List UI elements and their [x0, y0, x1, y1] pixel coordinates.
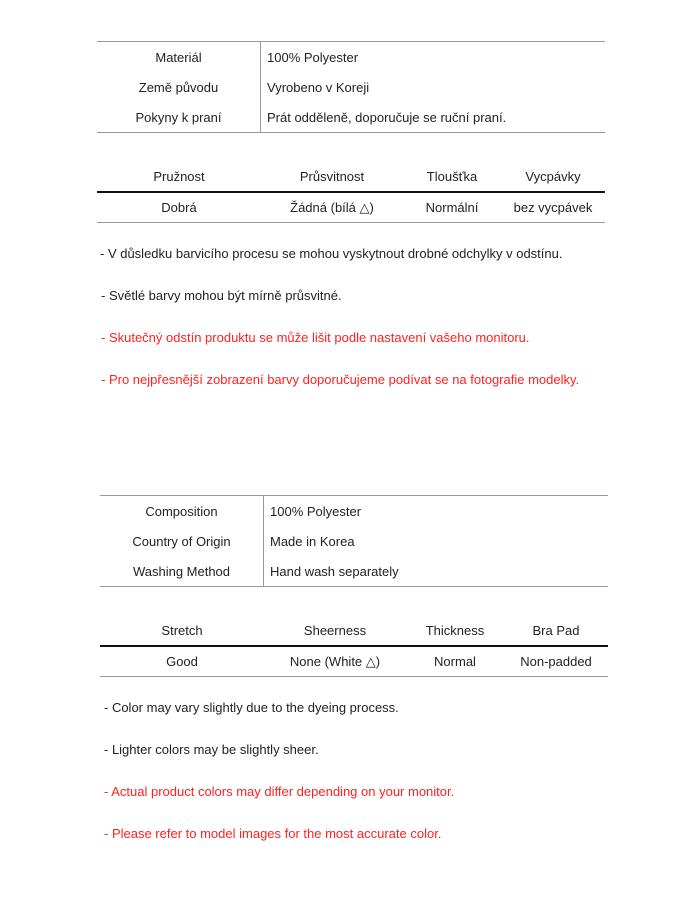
spec-value: Vyrobeno v Koreji [267, 79, 370, 95]
spec-label: Country of Origin [132, 533, 231, 549]
spec-row [100, 496, 608, 526]
spec-label: Pokyny k praní [135, 109, 222, 125]
spec-value: Prát odděleně, doporučuje se ruční praní. [267, 109, 507, 125]
spec-table-cz [97, 41, 605, 133]
attribute-value: None (White △) [289, 653, 381, 669]
spec-value: 100% Polyester [270, 503, 362, 519]
attribute-value: Normal [434, 654, 476, 669]
spec-label: Materiál [155, 49, 202, 65]
column-divider [260, 42, 261, 132]
attribute-header: Bra Pad [532, 623, 580, 638]
spec-row [100, 526, 608, 556]
attributes-table-en [100, 616, 608, 677]
note-line-highlight: - Skutečný odstín produktu se může lišit podle nastavení vašeho monitoru. [101, 330, 530, 345]
column-divider [263, 496, 264, 586]
note-line-highlight: - Actual product colors may differ depending on your monitor. [104, 784, 455, 799]
attribute-header: Průsvitnost [299, 169, 365, 184]
attribute-header: Pružnost [153, 169, 205, 184]
attribute-header: Thickness [425, 623, 485, 638]
attribute-header: Tloušťka [426, 169, 478, 184]
note-line: - V důsledku barvicího procesu se mohou vyskytnout drobné odchylky v odstínu. [100, 246, 563, 261]
attribute-value: Žádná (bílá △) [290, 199, 374, 215]
spec-row [97, 102, 605, 132]
attributes-table-cz [97, 162, 605, 223]
note-line: - Color may vary slightly due to the dyeing process. [104, 700, 399, 715]
spec-row [97, 72, 605, 102]
attribute-value: bez vycpávek [513, 200, 593, 215]
attribute-value: Dobrá [161, 200, 197, 215]
note-line-highlight: - Pro nejpřesnější zobrazení barvy doporučujeme podívat se na fotografie modelky. [101, 372, 580, 387]
spec-table-en [100, 495, 608, 587]
note-line-highlight: - Please refer to model images for the most accurate color. [104, 826, 442, 841]
attributes-header-row [100, 616, 608, 647]
spec-row [97, 42, 605, 72]
attributes-value-row [100, 647, 608, 677]
attributes-value-row [97, 193, 605, 223]
attributes-header-row [97, 162, 605, 193]
attribute-value: Non-padded [520, 654, 592, 669]
note-line: - Lighter colors may be slightly sheer. [104, 742, 319, 757]
attribute-header: Vycpávky [525, 169, 581, 184]
spec-label: Composition [145, 503, 218, 519]
attribute-header: Stretch [161, 623, 203, 638]
spec-value: 100% Polyester [267, 49, 359, 65]
spec-row [100, 556, 608, 586]
spec-label: Washing Method [132, 563, 231, 579]
attribute-value: Good [166, 654, 198, 669]
attribute-header: Sheerness [303, 623, 367, 638]
spec-value: Hand wash separately [270, 563, 399, 579]
spec-value: Made in Korea [270, 533, 355, 549]
attribute-value: Normální [425, 200, 479, 215]
spec-label: Země původu [138, 79, 219, 95]
note-line: - Světlé barvy mohou být mírně průsvitné. [101, 288, 342, 303]
